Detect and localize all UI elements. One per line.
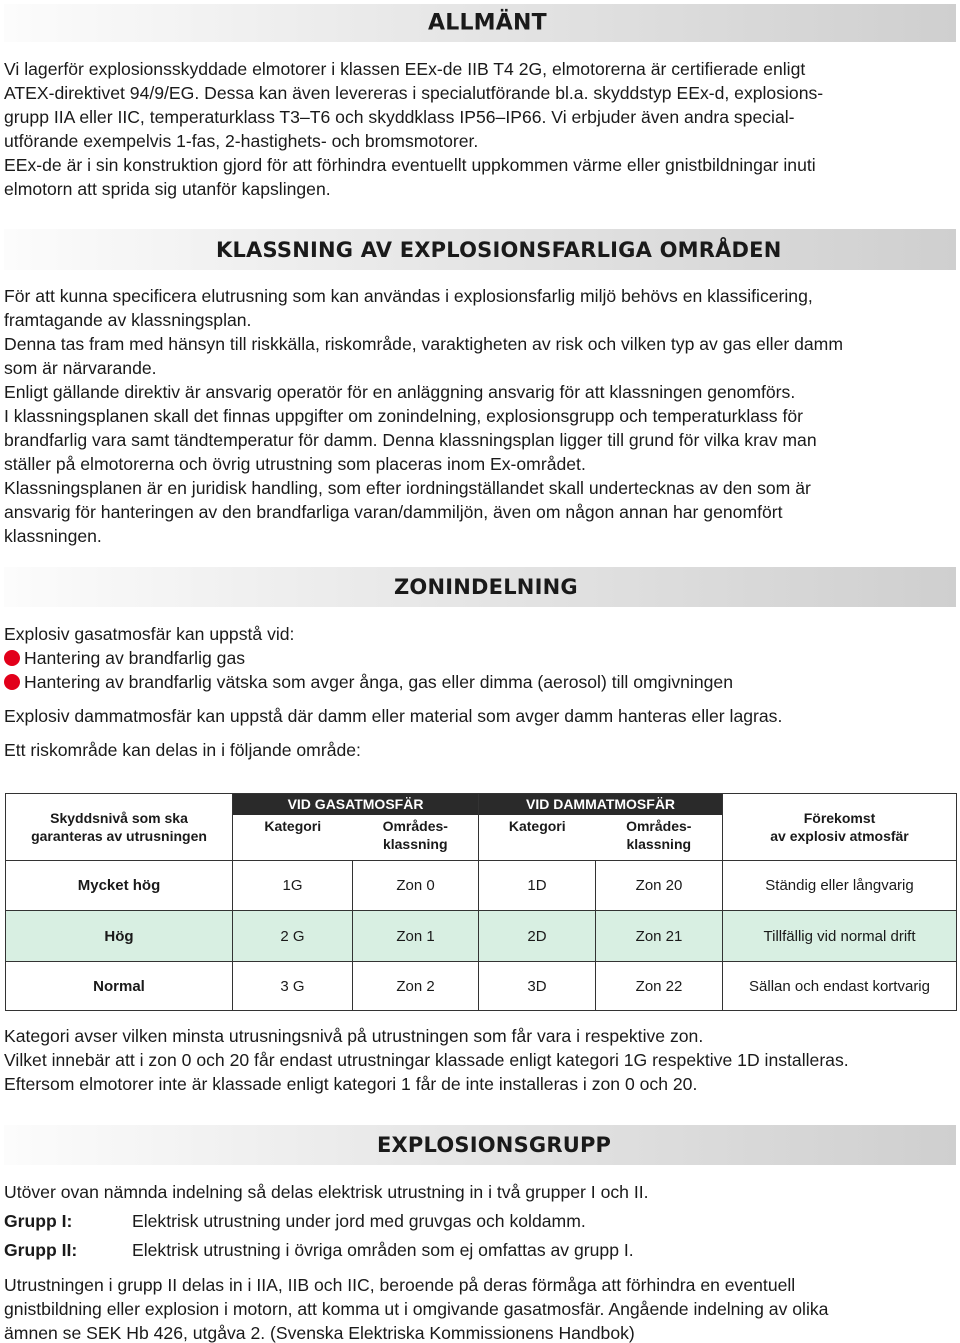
- group-text: Elektrisk utrustning under jord med gruvgas och koldamm.: [132, 1211, 586, 1231]
- text-line: brandfarlig vara samt tändtemperatur för damm. Denna klassningsplan ligger till grund för vilka krav man: [4, 430, 817, 450]
- text-line: Enligt gällande direktiv är ansvarig operatör för en anläggning ansvarig för att klassningen genomförs.: [4, 382, 796, 402]
- group-label: Grupp I:: [4, 1211, 73, 1231]
- text-line: ansvarig för hanteringen av den brandfarliga varan/dammiljön, även om någon annan har genomfört: [4, 502, 783, 522]
- zon-dust: [4, 704, 956, 728]
- header-gas-kategori: Kategori: [233, 815, 353, 861]
- header-gas: VID GASATMOSFÄR: [233, 794, 479, 815]
- red-bullet-icon: [4, 674, 20, 690]
- group-item: [4, 1209, 586, 1233]
- zon-intro-line: Explosiv gasatmosfär kan uppstå vid:: [4, 624, 295, 644]
- text-line: Kategori avser vilken minsta utrusningsnivå på utrustningen som får vara i respektive zon.: [4, 1026, 704, 1046]
- zon-risk: [4, 738, 956, 762]
- section-title-explosionsgrupp: EXPLOSIONSGRUPP: [377, 1133, 612, 1157]
- zon-after-text: [4, 1024, 956, 1096]
- allmant-text: [4, 57, 956, 201]
- text-line: Vi lagerför explosionsskyddade elmotorer i klassen EEx-de IIB T4 2G, elmotorerna är certifierade enligt: [4, 59, 806, 79]
- risk-line: Ett riskområde kan delas in i följande område:: [4, 740, 361, 760]
- section-title-allmant: ALLMÄNT: [428, 10, 547, 36]
- grupp-intro: [4, 1180, 956, 1204]
- text-line: gnistbildning eller explosion i motorn, att komma ut i omgivande gasatmosfär. Angående indelning av olika: [4, 1299, 829, 1319]
- text-line: utförande exempelvis 1-fas, 2-hastighets- och bromsmotorer.: [4, 131, 479, 151]
- text-line: Vilket innebär att i zon 0 och 20 får endast utrustningar klassade enligt kategori 1G respektive 1D installeras.: [4, 1050, 849, 1070]
- table-row: Mycket hög 1G Zon 0 1D Zon 20 Ständig eller långvarig: [6, 861, 957, 911]
- header-dust-omrades: Områdes- klassning: [596, 815, 723, 861]
- zone-table: [5, 793, 957, 1011]
- group-item: [4, 1238, 634, 1262]
- text-line: För att kunna specificera elutrusning som kan användas i explosionsfarlig miljö behövs en klassificering,: [4, 286, 813, 306]
- table-row: Normal 3 G Zon 2 3D Zon 22 Sällan och endast kortvarig: [6, 962, 957, 1011]
- text-line: grupp IIA eller IIC, temperaturklass T3–T6 och skyddklass IP56–IP66. Vi erbjuder även andra special-: [4, 107, 795, 127]
- section-title-zonindelning: ZONINDELNING: [394, 575, 578, 599]
- text-line: som är närvarande.: [4, 358, 157, 378]
- text-line: framtagande av klassningsplan.: [4, 310, 252, 330]
- header-dust: VID DAMMATMOSFÄR: [479, 794, 723, 815]
- header-level: Skyddsnivå som ska garanteras av utrusningen: [6, 794, 233, 861]
- section-header-klassning: [4, 229, 956, 270]
- klassning-text: [4, 284, 956, 548]
- text-line: elmotorn att sprida sig utanför kapslingen.: [4, 179, 331, 199]
- text-line: ATEX-direktivet 94/9/EG. Dessa kan även levereras i specialutförande bl.a. skyddstyp EEx-d, explosions-: [4, 83, 824, 103]
- text-line: Denna tas fram med hänsyn till riskkälla, riskområde, varaktigheten av risk och vilken typ av gas eller damm: [4, 334, 843, 354]
- text-line: Klassningsplanen är en juridisk handling, som efter iordningställandet skall undertecknas av den som är: [4, 478, 811, 498]
- text-line: EEx-de är i sin konstruktion gjord för att förhindra eventuellt uppkommen värme eller gnistbildningar inuti: [4, 155, 816, 175]
- text-line: Utöver ovan nämnda indelning så delas elektrisk utrustning in i två grupper I och II.: [4, 1182, 649, 1202]
- group-label: Grupp II:: [4, 1240, 78, 1260]
- header-occurrence: Förekomst av explosiv atmosfär: [723, 794, 957, 861]
- zon-intro: [4, 622, 956, 694]
- table-row: Hög 2 G Zon 1 2D Zon 21 Tillfällig vid normal drift: [6, 911, 957, 962]
- section-title-klassning: KLASSNING AV EXPLOSIONSFARLIGA OMRÅDEN: [216, 237, 782, 262]
- section-header-zonindelning: [4, 567, 956, 607]
- section-header-explosionsgrupp: [4, 1125, 956, 1165]
- text-line: Utrustningen i grupp II delas in i IIA, IIB och IIC, beroende på deras förmåga att förhindra en eventuell: [4, 1275, 796, 1295]
- text-line: ställer på elmotorerna och övrig utrustning som placeras inom Ex-området.: [4, 454, 586, 474]
- group-text: Elektrisk utrustning i övriga områden som ej omfattas av grupp I.: [132, 1240, 634, 1260]
- header-gas-omrades: Områdes- klassning: [353, 815, 479, 861]
- header-dust-kategori: Kategori: [479, 815, 596, 861]
- bullet-item: Hantering av brandfarlig gas: [4, 646, 956, 670]
- text-line: Eftersom elmotorer inte är klassade enligt kategori 1 får de inte installeras i zon 0 och 20.: [4, 1074, 698, 1094]
- grupp-outro: [4, 1273, 956, 1343]
- text-line: ämnen se SEK Hb 426, utgåva 2. (Svenska Elektriska Kommissionens Handbok): [4, 1323, 635, 1343]
- red-bullet-icon: [4, 650, 20, 666]
- section-header-allmant: [4, 4, 956, 42]
- text-line: klassningen.: [4, 526, 102, 546]
- dust-line: Explosiv dammatmosfär kan uppstå där damm eller material som avger damm hanteras eller lagras.: [4, 706, 783, 726]
- bullet-item: Hantering av brandfarlig vätska som avger ånga, gas eller dimma (aerosol) till omgivningen: [4, 670, 956, 694]
- text-line: I klassningsplanen skall det finnas uppgifter om zonindelning, explosionsgrupp och temperaturklass för: [4, 406, 804, 426]
